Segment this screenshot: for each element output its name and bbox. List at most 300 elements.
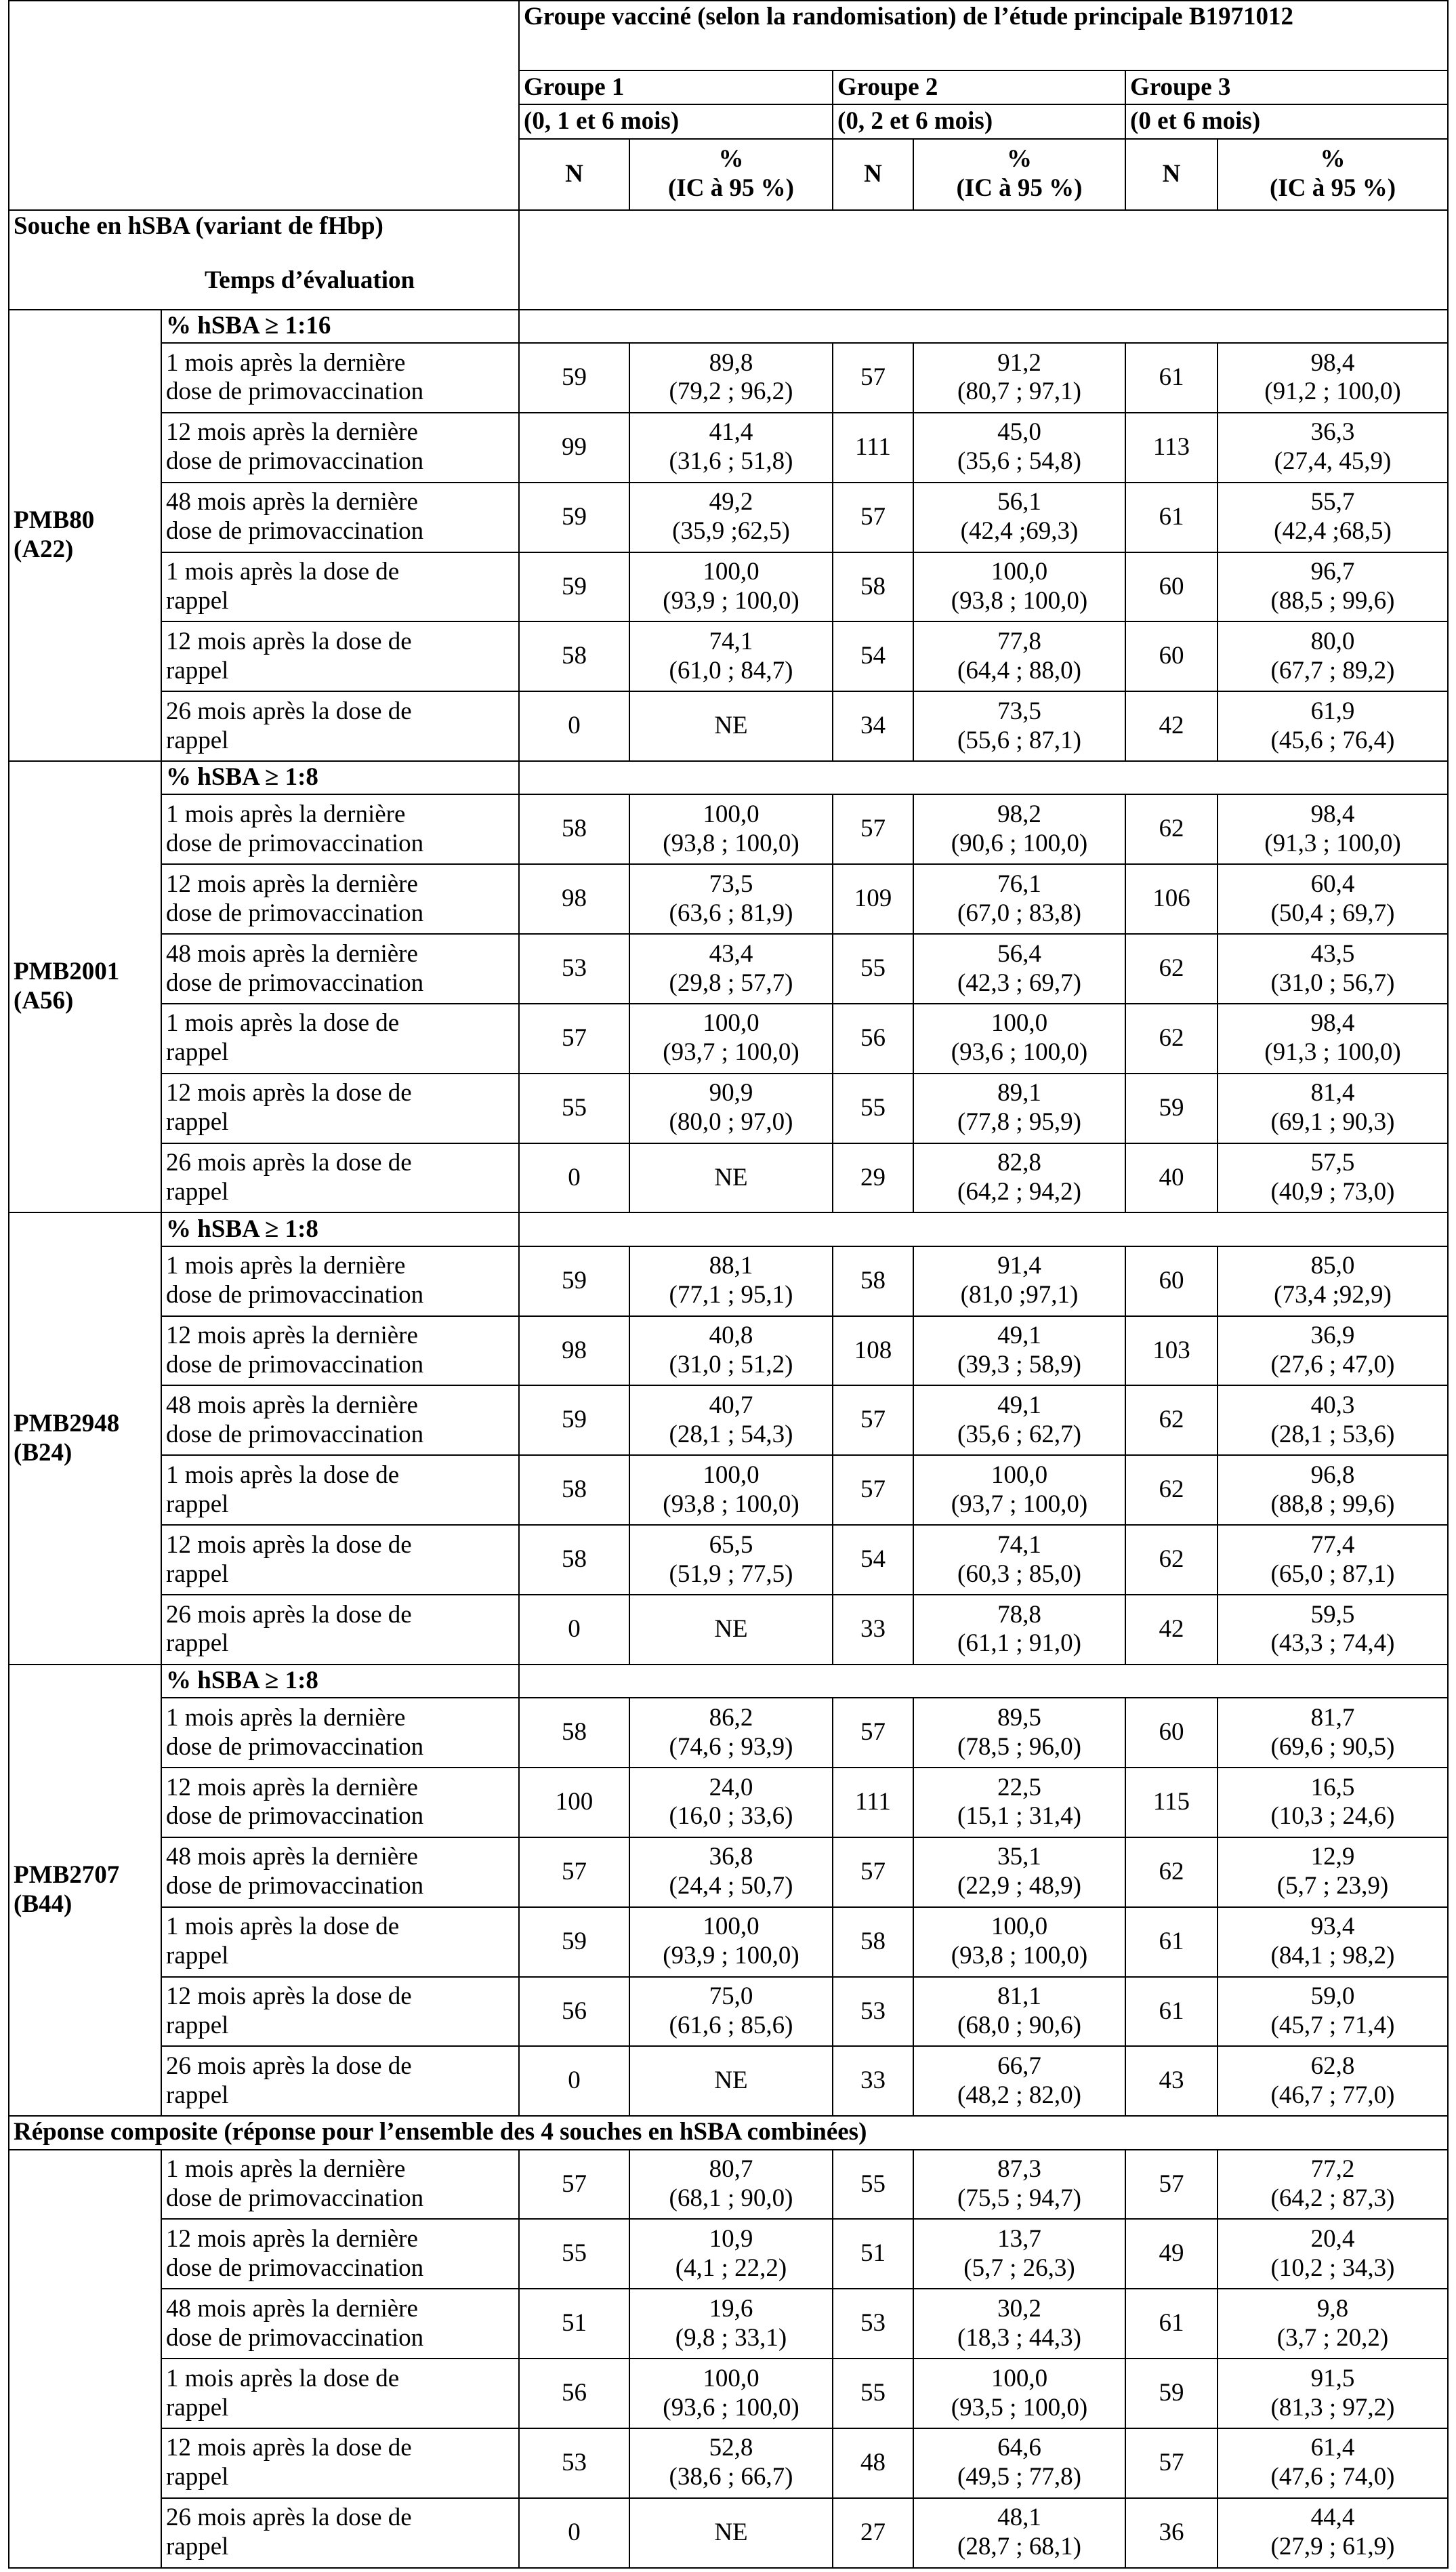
percent-cell — [1218, 2046, 1448, 2116]
ci-value: (49,5 ; 77,8) — [957, 2463, 1081, 2491]
threshold-empty — [519, 310, 1448, 343]
time-line-2: dose de primovaccination — [166, 899, 424, 927]
n-value: 42 — [1125, 691, 1218, 761]
ci-value: (29,8 ; 57,7) — [669, 968, 793, 997]
group-1-name: Groupe 1 — [519, 70, 833, 104]
percent-value: 76,1 — [997, 870, 1041, 898]
ci-value: (60,3 ; 85,0) — [957, 1559, 1081, 1588]
percent-cell — [913, 1316, 1125, 1386]
n-value: 59 — [519, 1246, 629, 1316]
ci-value: (28,7 ; 68,1) — [957, 2533, 1081, 2561]
n-value: 98 — [519, 864, 629, 934]
ci-value: (65,0 ; 87,1) — [1270, 1559, 1395, 1588]
ci-value: (35,6 ; 54,8) — [957, 447, 1081, 476]
time-line-1: 12 mois après la dernière — [166, 1773, 418, 1801]
percent-value: 44,4 — [1310, 2504, 1355, 2532]
time-point-label — [161, 2219, 519, 2289]
group-3-n-header: N — [1125, 139, 1218, 210]
n-value: 61 — [1125, 2289, 1218, 2359]
time-line-2: rappel — [166, 726, 229, 754]
n-value: 57 — [833, 1698, 913, 1768]
percent-cell — [913, 1385, 1125, 1455]
ci-value: (88,5 ; 99,6) — [1270, 587, 1395, 615]
percent-value: 49,1 — [997, 1322, 1041, 1350]
time-line-2: rappel — [166, 587, 229, 615]
time-point-label — [161, 2428, 519, 2498]
ci-value: (16,0 ; 33,6) — [669, 1802, 793, 1831]
percent-value: 49,2 — [709, 488, 753, 516]
table-row — [9, 2219, 1448, 2289]
percent-value: 57,5 — [1310, 1149, 1355, 1177]
time-line-1: 26 mois après la dose de — [166, 1600, 412, 1629]
ci-value: (78,5 ; 96,0) — [957, 1732, 1081, 1761]
percent-value: 12,9 — [1310, 1843, 1355, 1871]
n-value: 60 — [1125, 621, 1218, 691]
percent-cell — [1218, 2498, 1448, 2568]
percent-value: 62,8 — [1310, 2052, 1355, 2080]
percent-value: 74,1 — [997, 1530, 1041, 1559]
percent-value: 77,2 — [1310, 2155, 1355, 2184]
percent-cell — [913, 2219, 1125, 2289]
time-point-label — [161, 1907, 519, 1977]
ci-value: (93,8 ; 100,0) — [951, 587, 1088, 615]
percent-value: NE — [714, 712, 748, 740]
n-value: 60 — [1125, 552, 1218, 622]
time-point-label — [161, 2150, 519, 2220]
n-value: 55 — [833, 934, 913, 1004]
percent-cell — [913, 1143, 1125, 1213]
percent-cell — [913, 934, 1125, 1004]
n-value: 55 — [833, 1074, 913, 1143]
n-value: 58 — [519, 794, 629, 864]
ci-value: (4,1 ; 22,2) — [675, 2253, 787, 2282]
percent-cell — [629, 691, 833, 761]
table-row — [9, 2498, 1448, 2568]
ci-value: (47,6 ; 74,0) — [1270, 2463, 1395, 2491]
ci-value: (10,3 ; 24,6) — [1270, 1802, 1395, 1831]
ci-value: (93,9 ; 100,0) — [663, 587, 799, 615]
n-value: 29 — [833, 1143, 913, 1213]
ci-label: (IC à 95 %) — [667, 174, 794, 203]
percent-cell — [629, 2046, 833, 2116]
percent-cell — [1218, 1907, 1448, 1977]
percent-value: 100,0 — [991, 1009, 1048, 1038]
percent-cell — [913, 1907, 1125, 1977]
percent-value: 56,4 — [997, 939, 1041, 968]
n-value: 111 — [833, 1768, 913, 1837]
percent-value: 36,3 — [1310, 418, 1355, 447]
percent-cell — [629, 343, 833, 413]
ci-value: (68,0 ; 90,6) — [957, 2011, 1081, 2039]
spacer — [14, 241, 514, 266]
percent-cell — [629, 1455, 833, 1525]
time-line-2: dose de primovaccination — [166, 447, 424, 476]
time-line-1: 12 mois après la dose de — [166, 1982, 412, 2011]
time-point-label — [161, 1246, 519, 1316]
time-point-label — [161, 1316, 519, 1386]
percent-value: 36,9 — [1310, 1322, 1355, 1350]
time-line-2: rappel — [166, 1559, 229, 1588]
percent-cell — [913, 2359, 1125, 2428]
ci-value: (77,8 ; 95,9) — [957, 1108, 1081, 1137]
time-point-label — [161, 2498, 519, 2568]
n-value: 99 — [519, 413, 629, 483]
table-row — [9, 2428, 1448, 2498]
percent-cell — [1218, 2428, 1448, 2498]
time-point-label — [161, 1004, 519, 1074]
composite-title-row — [9, 2116, 1448, 2149]
percent-value: 98,4 — [1310, 1009, 1355, 1038]
strain-name-cell — [9, 761, 161, 1212]
group-1-pct-header — [629, 139, 833, 210]
table-row — [9, 621, 1448, 691]
percent-value: 9,8 — [1316, 2294, 1349, 2323]
ci-value: (88,8 ; 99,6) — [1270, 1490, 1395, 1518]
table-row — [9, 1907, 1448, 1977]
n-value: 57 — [833, 483, 913, 552]
ci-value: (28,1 ; 54,3) — [669, 1420, 793, 1448]
time-line-2: rappel — [166, 656, 229, 685]
percent-value: 75,0 — [709, 1982, 753, 2011]
n-value: 40 — [1125, 1143, 1218, 1213]
ci-value: (61,1 ; 91,0) — [957, 1629, 1081, 1658]
percent-cell — [913, 2046, 1125, 2116]
threshold-label: % hSBA ≥ 1:8 — [161, 1665, 519, 1698]
n-value: 0 — [519, 2498, 629, 2568]
time-line-1: 12 mois après la dose de — [166, 627, 412, 655]
ci-value: (5,7 ; 23,9) — [1276, 1872, 1389, 1900]
time-line-1: 1 mois après la dose de — [166, 2364, 400, 2392]
time-point-label — [161, 1698, 519, 1768]
percent-cell — [629, 2498, 833, 2568]
table-row — [9, 864, 1448, 934]
time-line-1: 1 mois après la dernière — [166, 348, 406, 377]
percent-value: 100,0 — [991, 558, 1048, 586]
percent-cell — [913, 621, 1125, 691]
group-title: Groupe vacciné (selon la randomisation) de l’étude principale B1971012 — [519, 1, 1448, 70]
ci-value: (31,6 ; 51,8) — [669, 447, 793, 476]
percent-cell — [913, 1698, 1125, 1768]
threshold-row — [9, 761, 1448, 794]
threshold-empty — [519, 1665, 1448, 1698]
percent-value: 43,4 — [709, 939, 753, 968]
percent-cell — [629, 2219, 833, 2289]
n-value: 56 — [519, 2359, 629, 2428]
percent-value: 81,1 — [997, 1982, 1041, 2011]
n-value: 57 — [519, 1004, 629, 1074]
n-value: 42 — [1125, 1595, 1218, 1665]
time-point-label — [161, 2289, 519, 2359]
time-line-2: dose de primovaccination — [166, 2323, 424, 2352]
percent-value: 100,0 — [991, 1913, 1048, 1941]
percent-cell — [629, 552, 833, 622]
percent-cell — [629, 2428, 833, 2498]
strain-variant: (A22) — [14, 535, 74, 563]
strain-header-empty — [519, 210, 1448, 310]
n-value: 61 — [1125, 343, 1218, 413]
n-value: 53 — [519, 2428, 629, 2498]
percent-cell — [1218, 1698, 1448, 1768]
percent-value: 73,5 — [709, 870, 753, 898]
n-value: 0 — [519, 1143, 629, 1213]
time-point-label — [161, 483, 519, 552]
strain-label: Souche en hSBA (variant de fHbp) — [14, 211, 383, 240]
time-line-1: 26 mois après la dose de — [166, 2052, 412, 2080]
percent-value: NE — [714, 2066, 748, 2095]
percent-cell — [1218, 691, 1448, 761]
percent-cell — [629, 1595, 833, 1665]
n-value: 48 — [833, 2428, 913, 2498]
percent-value: NE — [714, 1163, 748, 1191]
n-value: 57 — [519, 1837, 629, 1907]
percent-value: 24,0 — [709, 1773, 753, 1801]
group-1-schedule: (0, 1 et 6 mois) — [519, 104, 833, 138]
ci-value: (42,3 ; 69,7) — [957, 968, 1081, 997]
percent-cell — [629, 794, 833, 864]
ci-value: (28,1 ; 53,6) — [1270, 1420, 1395, 1448]
n-value: 57 — [1125, 2150, 1218, 2220]
percent-cell — [629, 1246, 833, 1316]
percent-cell — [1218, 1004, 1448, 1074]
n-value: 57 — [519, 2150, 629, 2220]
ci-value: (61,0 ; 84,7) — [669, 656, 793, 685]
ci-value: (69,1 ; 90,3) — [1270, 1108, 1395, 1137]
time-line-2: dose de primovaccination — [166, 1802, 424, 1831]
percent-cell — [1218, 794, 1448, 864]
time-line-1: 1 mois après la dernière — [166, 1252, 406, 1280]
group-3-pct-header — [1218, 139, 1448, 210]
time-line-1: 1 mois après la dernière — [166, 2155, 406, 2184]
percent-value: 82,8 — [997, 1149, 1041, 1177]
percent-value: 80,0 — [1310, 627, 1355, 655]
percent-cell — [913, 1768, 1125, 1837]
table-row — [9, 1525, 1448, 1595]
ci-value: (61,6 ; 85,6) — [669, 2011, 793, 2039]
time-line-1: 48 mois après la dernière — [166, 488, 418, 516]
ci-value: (55,6 ; 87,1) — [957, 726, 1081, 754]
percent-value: 81,4 — [1310, 1079, 1355, 1107]
percent-value: 61,4 — [1310, 2434, 1355, 2462]
table-row — [9, 1074, 1448, 1143]
percent-value: 100,0 — [703, 800, 760, 828]
time-point-label — [161, 1455, 519, 1525]
threshold-label: % hSBA ≥ 1:8 — [161, 761, 519, 794]
percent-cell — [1218, 1246, 1448, 1316]
n-value: 57 — [833, 343, 913, 413]
percent-value: 96,8 — [1310, 1461, 1355, 1489]
ci-value: (22,9 ; 48,9) — [957, 1872, 1081, 1900]
n-value: 106 — [1125, 864, 1218, 934]
n-value: 62 — [1125, 934, 1218, 1004]
percent-value: 45,0 — [997, 418, 1041, 447]
table-row — [9, 2150, 1448, 2220]
n-value: 58 — [833, 552, 913, 622]
time-line-2: rappel — [166, 1108, 229, 1137]
time-point-label — [161, 1143, 519, 1213]
n-value: 55 — [519, 2219, 629, 2289]
ci-value: (43,3 ; 74,4) — [1270, 1629, 1395, 1658]
percent-value: 55,7 — [1310, 488, 1355, 516]
percent-value: 22,5 — [997, 1773, 1041, 1801]
ci-value: (84,1 ; 98,2) — [1270, 1942, 1395, 1970]
table-row — [9, 1004, 1448, 1074]
percent-value: 59,5 — [1310, 1600, 1355, 1629]
strain-name-cell — [9, 1212, 161, 1664]
ci-value: (5,7 ; 26,3) — [963, 2253, 1075, 2282]
n-value: 58 — [519, 621, 629, 691]
header-corner-cell — [9, 1, 519, 210]
percent-cell — [1218, 1143, 1448, 1213]
strain-name-cell — [9, 1665, 161, 2116]
n-value: 59 — [519, 552, 629, 622]
threshold-label: % hSBA ≥ 1:8 — [161, 1212, 519, 1246]
percent-cell — [1218, 934, 1448, 1004]
percent-value: 10,9 — [709, 2224, 753, 2253]
strain-time-header — [9, 210, 519, 310]
percent-value: 36,8 — [709, 1843, 753, 1871]
n-value: 57 — [1125, 2428, 1218, 2498]
percent-value: 91,2 — [997, 348, 1041, 377]
percent-value: 43,5 — [1310, 939, 1355, 968]
time-line-1: 12 mois après la dernière — [166, 870, 418, 898]
n-value: 108 — [833, 1316, 913, 1386]
table-row — [9, 1143, 1448, 1213]
time-point-label — [161, 2046, 519, 2116]
time-point-label — [161, 2359, 519, 2428]
percent-value: 93,4 — [1310, 1913, 1355, 1941]
ci-value: (64,4 ; 88,0) — [957, 656, 1081, 685]
group-2-schedule: (0, 2 et 6 mois) — [833, 104, 1125, 138]
time-point-label — [161, 934, 519, 1004]
percent-value: 35,1 — [997, 1843, 1041, 1871]
pct-symbol: % — [1007, 145, 1032, 173]
percent-cell — [629, 2359, 833, 2428]
n-value: 53 — [833, 2289, 913, 2359]
table-row — [9, 1455, 1448, 1525]
n-value: 61 — [1125, 1977, 1218, 2047]
percent-cell — [913, 2150, 1125, 2220]
percent-cell — [1218, 1316, 1448, 1386]
threshold-empty — [519, 1212, 1448, 1246]
percent-cell — [629, 2289, 833, 2359]
ci-value: (24,4 ; 50,7) — [669, 1872, 793, 1900]
n-value: 58 — [833, 1246, 913, 1316]
percent-value: 89,8 — [709, 348, 753, 377]
n-value: 54 — [833, 621, 913, 691]
n-value: 33 — [833, 2046, 913, 2116]
threshold-row — [9, 310, 1448, 343]
table-row — [9, 2289, 1448, 2359]
ci-value: (75,5 ; 94,7) — [957, 2184, 1081, 2212]
ci-value: (77,1 ; 95,1) — [669, 1281, 793, 1309]
n-value: 62 — [1125, 1385, 1218, 1455]
percent-value: NE — [714, 2518, 748, 2546]
percent-cell — [629, 413, 833, 483]
strain-variant: (B44) — [14, 1890, 72, 1919]
n-value: 54 — [833, 1525, 913, 1595]
percent-value: 100,0 — [703, 1009, 760, 1038]
n-value: 33 — [833, 1595, 913, 1665]
ci-value: (48,2 ; 82,0) — [957, 2081, 1081, 2109]
time-point-label — [161, 552, 519, 622]
n-value: 58 — [519, 1525, 629, 1595]
n-value: 103 — [1125, 1316, 1218, 1386]
n-value: 57 — [833, 794, 913, 864]
percent-value: 80,7 — [709, 2155, 753, 2184]
ci-value: (93,6 ; 100,0) — [951, 1038, 1088, 1067]
percent-cell — [1218, 1385, 1448, 1455]
percent-value: 13,7 — [997, 2224, 1041, 2253]
n-value: 56 — [519, 1977, 629, 2047]
percent-cell — [913, 483, 1125, 552]
strain-name: PMB2948 — [14, 1409, 120, 1437]
results-table-body — [9, 1, 1448, 2568]
n-value: 55 — [519, 1074, 629, 1143]
ci-value: (42,4 ;68,5) — [1274, 517, 1392, 546]
percent-value: 96,7 — [1310, 558, 1355, 586]
table-row — [9, 343, 1448, 413]
ci-value: (67,7 ; 89,2) — [1270, 656, 1395, 685]
time-line-2: dose de primovaccination — [166, 968, 424, 997]
percent-value: 91,4 — [997, 1252, 1041, 1280]
percent-value: 74,1 — [709, 627, 753, 655]
ci-value: (93,8 ; 100,0) — [663, 1490, 799, 1518]
group-2-name: Groupe 2 — [833, 70, 1125, 104]
pct-symbol: % — [1320, 145, 1346, 173]
percent-cell — [629, 1004, 833, 1074]
percent-cell — [1218, 2359, 1448, 2428]
time-point-label — [161, 1074, 519, 1143]
strain-name: PMB2001 — [14, 958, 120, 986]
n-value: 98 — [519, 1316, 629, 1386]
ci-value: (10,2 ; 34,3) — [1270, 2253, 1395, 2282]
n-value: 34 — [833, 691, 913, 761]
group-2-n-header: N — [833, 139, 913, 210]
n-value: 55 — [833, 2150, 913, 2220]
table-row — [9, 413, 1448, 483]
ci-label: (IC à 95 %) — [956, 174, 1083, 203]
strain-name: PMB2707 — [14, 1861, 120, 1890]
percent-cell — [629, 1698, 833, 1768]
n-value: 113 — [1125, 413, 1218, 483]
n-value: 60 — [1125, 1246, 1218, 1316]
time-line-2: dose de primovaccination — [166, 517, 424, 546]
percent-cell — [913, 794, 1125, 864]
percent-cell — [1218, 1525, 1448, 1595]
time-line-2: dose de primovaccination — [166, 1420, 424, 1448]
time-line-2: dose de primovaccination — [166, 377, 424, 406]
ci-value: (27,4, 45,9) — [1274, 447, 1392, 476]
percent-cell — [1218, 2289, 1448, 2359]
n-value: 62 — [1125, 1837, 1218, 1907]
ci-value: (3,7 ; 20,2) — [1276, 2323, 1389, 2352]
time-line-2: dose de primovaccination — [166, 1351, 424, 1379]
ci-value: (93,5 ; 100,0) — [951, 2393, 1088, 2422]
time-line-2: rappel — [166, 1942, 229, 1970]
percent-value: 100,0 — [703, 1461, 760, 1489]
percent-value: 100,0 — [991, 1461, 1048, 1489]
ci-value: (79,2 ; 96,2) — [669, 377, 793, 406]
percent-value: 77,8 — [997, 627, 1041, 655]
time-point-label — [161, 1768, 519, 1837]
time-point-label — [161, 794, 519, 864]
time-point-label — [161, 621, 519, 691]
percent-cell — [629, 1837, 833, 1907]
ci-value: (80,7 ; 97,1) — [957, 377, 1081, 406]
n-value: 61 — [1125, 1907, 1218, 1977]
time-line-1: 26 mois après la dose de — [166, 2504, 412, 2532]
pct-symbol: % — [718, 145, 744, 173]
